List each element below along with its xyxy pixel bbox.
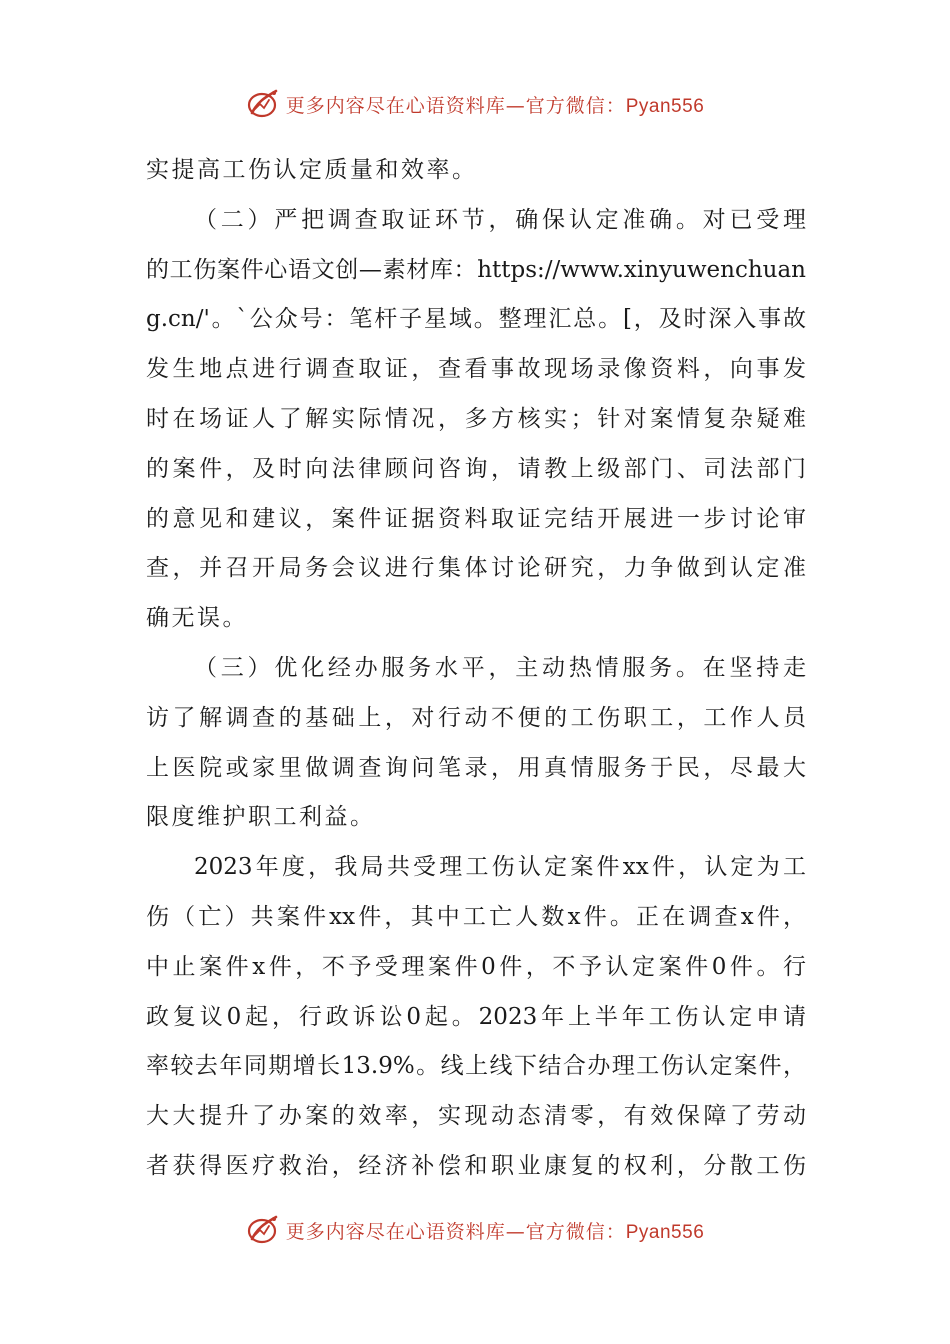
text-line-15: 2023年度，我局共受理工伤认定案件xx件，认定为工 — [194, 854, 806, 881]
text-line-14: 限度维护职工利益。 — [146, 804, 376, 831]
text-line-4: g.cn/'。`公众号：笔杆子星域。整理汇总。[，及时深入事故 — [146, 306, 806, 333]
header-banner-text — [286, 91, 705, 118]
text-line-21: 者获得医疗救治，经济补偿和职业康复的权利，分散工伤 — [146, 1152, 806, 1179]
footer-banner-text — [286, 1217, 705, 1244]
text-line-6: 时在场证人了解实际情况，多方核实；针对案情复杂疑难 — [146, 405, 806, 432]
text-line-19: 率较去年同期增长13.9%。线上线下结合办理工伤认定案件， — [146, 1053, 806, 1080]
text-line-13: 上医院或家里做调查询问笔录，用真情服务于民，尽最大 — [146, 754, 806, 781]
text-line-17: 中止案件x件，不予受理案件0件，不予认定案件0件。行 — [146, 953, 806, 980]
text-line-1: 实提高工伤认定质量和效率。 — [146, 157, 478, 183]
footer-banner-label: 更多内容尽在心语资料库—官方微信： — [285, 1220, 626, 1243]
header-wechat-id: Pyan556 — [625, 95, 705, 117]
text-line-9: 查，并召开局务会议进行集体讨论研究，力争做到认定准 — [146, 555, 806, 582]
signature-pen-logo-icon — [246, 1213, 280, 1247]
footer-wechat-id: Pyan556 — [625, 1221, 705, 1243]
text-line-7: 的案件，及时向法律顾问咨询，请教上级部门、司法部门 — [146, 455, 806, 482]
text-line-8: 的意见和建议，案件证据资料取证完结开展进一步讨论审 — [146, 505, 806, 532]
text-line-16: 伤（亡）共案件xx件，其中工亡人数x件。正在调查x件， — [146, 903, 806, 930]
text-line-20: 大大提升了办案的效率，实现动态清零，有效保障了劳动 — [146, 1103, 806, 1130]
document-body — [146, 146, 806, 1192]
text-line-18: 政复议0起，行政诉讼0起。2023年上半年工伤认定申请 — [146, 1003, 806, 1030]
header-banner — [0, 84, 950, 124]
signature-pen-logo-icon — [246, 87, 280, 121]
footer-banner — [0, 1210, 950, 1250]
header-banner-label: 更多内容尽在心语资料库—官方微信： — [285, 94, 626, 117]
text-line-3: 的工伤案件心语文创—素材库：https://www.xinyuwenchuan — [146, 256, 806, 283]
text-line-5: 发生地点进行调查取证，查看事故现场录像资料，向事发 — [146, 356, 806, 383]
text-line-10: 确无误。 — [146, 605, 248, 632]
text-line-2: （二）严把调查取证环节，确保认定准确。对已受理 — [194, 206, 806, 233]
text-line-11: （三）优化经办服务水平，主动热情服务。在坚持走 — [194, 654, 806, 681]
text-line-12: 访了解调查的基础上，对行动不便的工伤职工，工作人员 — [146, 704, 806, 731]
